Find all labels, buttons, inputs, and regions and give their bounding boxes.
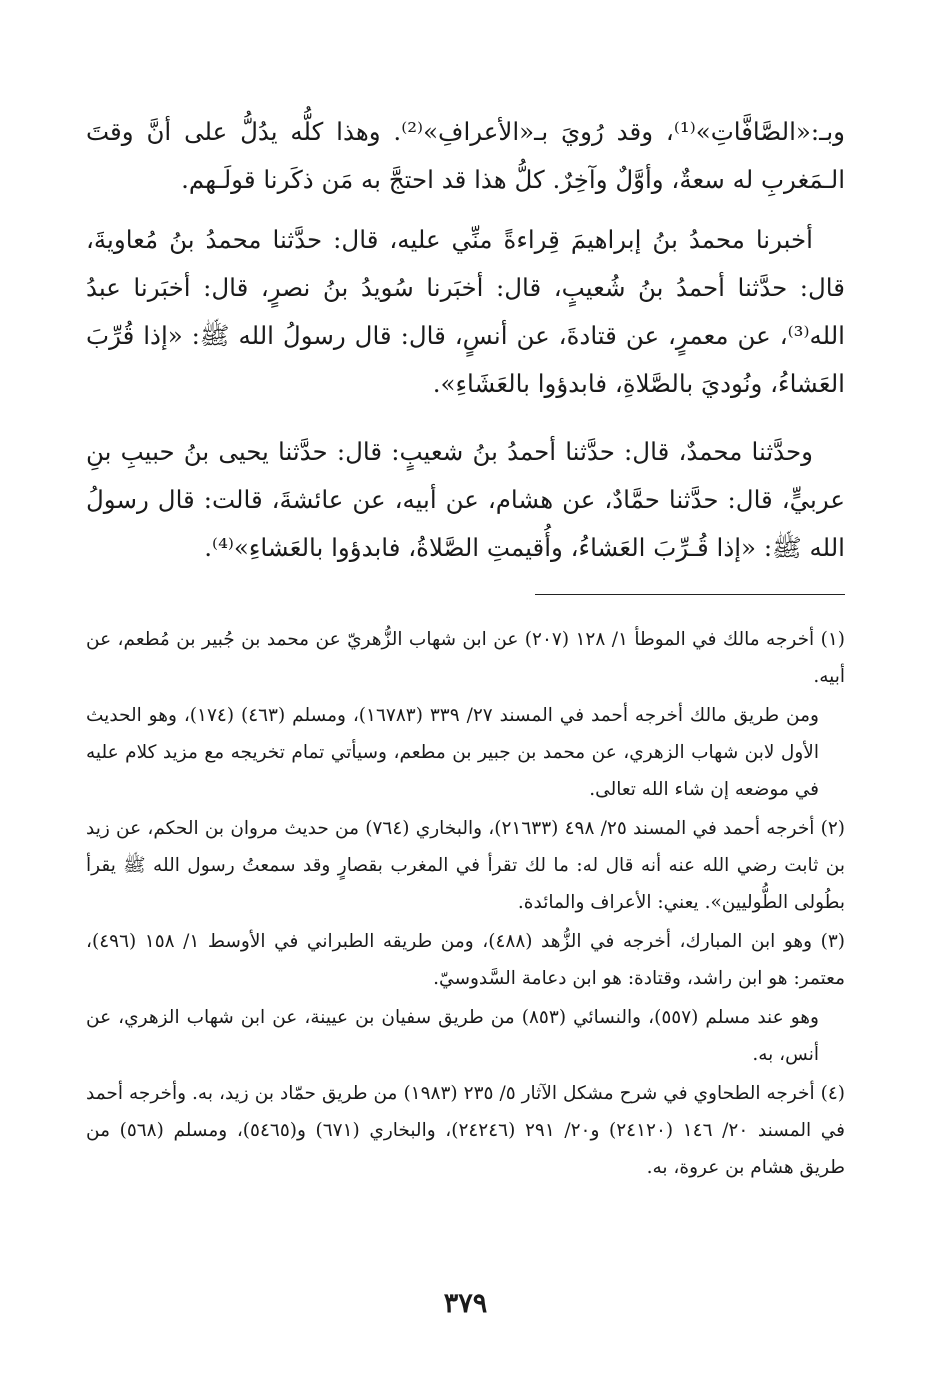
page-number: ٣٧٩	[443, 1288, 488, 1319]
footnote: (٢) أخرجه أحمد في المسند ٢٥/ ٤٩٨ (٢١٦٣٣)، والبخاري (٧٦٤) من حديث مروان بن الحكم، عن زيد بن ثابت رضي الله عنه أنه قال له: ما لك تقرأ في المغرب بقصارٍ وقد سمعتُ رسول الله ﷺ يقرأ بطُولى الطُّوليين». يعني: الأعراف والمائدة.	[86, 818, 846, 913]
main-paragraph: وحدَّثنا محمدٌ، قال: حدَّثنا أحمدُ بنُ شعيبٍ: قال: حدَّثنا يحيى بنُ حبيبِ بنِ عربيٍّ، قال: حدَّثنا حمَّادٌ، عن هشام، عن أبيه، عن عائشةَ، قالت: قال رسولُ الله ﷺ: «إذا قُـرِّبَ العَشاءُ، وأُقيمتِ الصَّلاةُ، فابدؤوا بالعَشاءِ»⁽⁴⁾.	[86, 437, 845, 562]
footnote-continuation: ومن طريق مالك أخرجه أحمد في المسند ٢٧/ ٣٣٩ (١٦٧٨٣)، ومسلم (٤٦٣) (١٧٤)، وهو الحديث الأول لابن شهاب الزهري، عن محمد بن جبير بن مطعم، وسيأتي تمام تخريجه مع مزيد كلام عليه في موضعه إن شاء الله تعالى.	[86, 705, 819, 800]
footnote: (٣) وهو ابن المبارك، أخرجه في الزُّهد (٤٨٨)، ومن طريقه الطبراني في الأوسط ١/ ١٥٨ (٤٩٦)، معتمر: هو ابن راشد، وقتادة: هو ابن دعامة السَّدوسيّ.	[86, 931, 845, 989]
footnote: (٤) أخرجه الطحاوي في شرح مشكل الآثار ٥/ ٢٣٥ (١٩٨٣) من طريق حمّاد بن زيد، به. وأخرجه أحمد في المسند ٢٠/ ١٤٦ (٢٤١٢٠) و٢٠/ ٢٩١ (٢٤٢٤٦)، والبخاري (٦٧١) و(٥٤٦٥)، ومسلم (٥٦٨) من طريق هشام بن عروة، به.	[86, 1083, 846, 1178]
footnote-continuation: وهو عند مسلم (٥٥٧)، والنسائي (٨٥٣) من طريق سفيان بن عيينة، عن ابن شهاب الزهري، عن أنس، به.	[86, 1007, 819, 1065]
main-paragraph: أخبرنا محمدُ بنُ إبراهيمَ قِراءةً منِّي عليه، قال: حدَّثنا محمدُ بنُ مُعاويةَ، قال: حدَّثنا أحمدُ بنُ شُعيبٍ، قال: أخبَرنا سُويدُ بنُ نصرٍ، قال: أخبَرنا عبدُ الله⁽³⁾، عن معمرٍ، عن قتادةَ، عن أنسٍ، قال: قال رسولُ الله ﷺ: «إذا قُرِّبَ العَشاءُ، ونُوديَ بالصَّلاةِ، فابدؤوا بالعَشَاءِ».	[86, 225, 845, 398]
footnote-separator	[535, 594, 845, 595]
main-paragraph: وبـ:«الصَّافَّاتِ»⁽¹⁾، وقد رُويَ بـ«الأعرافِ»⁽²⁾. وهذا كلُّه يدُلُّ على أنَّ وقتَ الـمَغربِ له سعةٌ، وأوَّلٌ وآخِرٌ. كلُّ هذا قد احتجَّ به مَن ذكَرنا قولَـهم.	[86, 117, 845, 194]
footnotes	[86, 621, 845, 1186]
main-text	[86, 108, 845, 572]
footnote: (١) أخرجه مالك في الموطأ ١/ ١٢٨ (٢٠٧) عن ابن شهاب الزُّهريّ عن محمد بن جُبير بن مُطعم، عن أبيه.	[86, 629, 845, 687]
